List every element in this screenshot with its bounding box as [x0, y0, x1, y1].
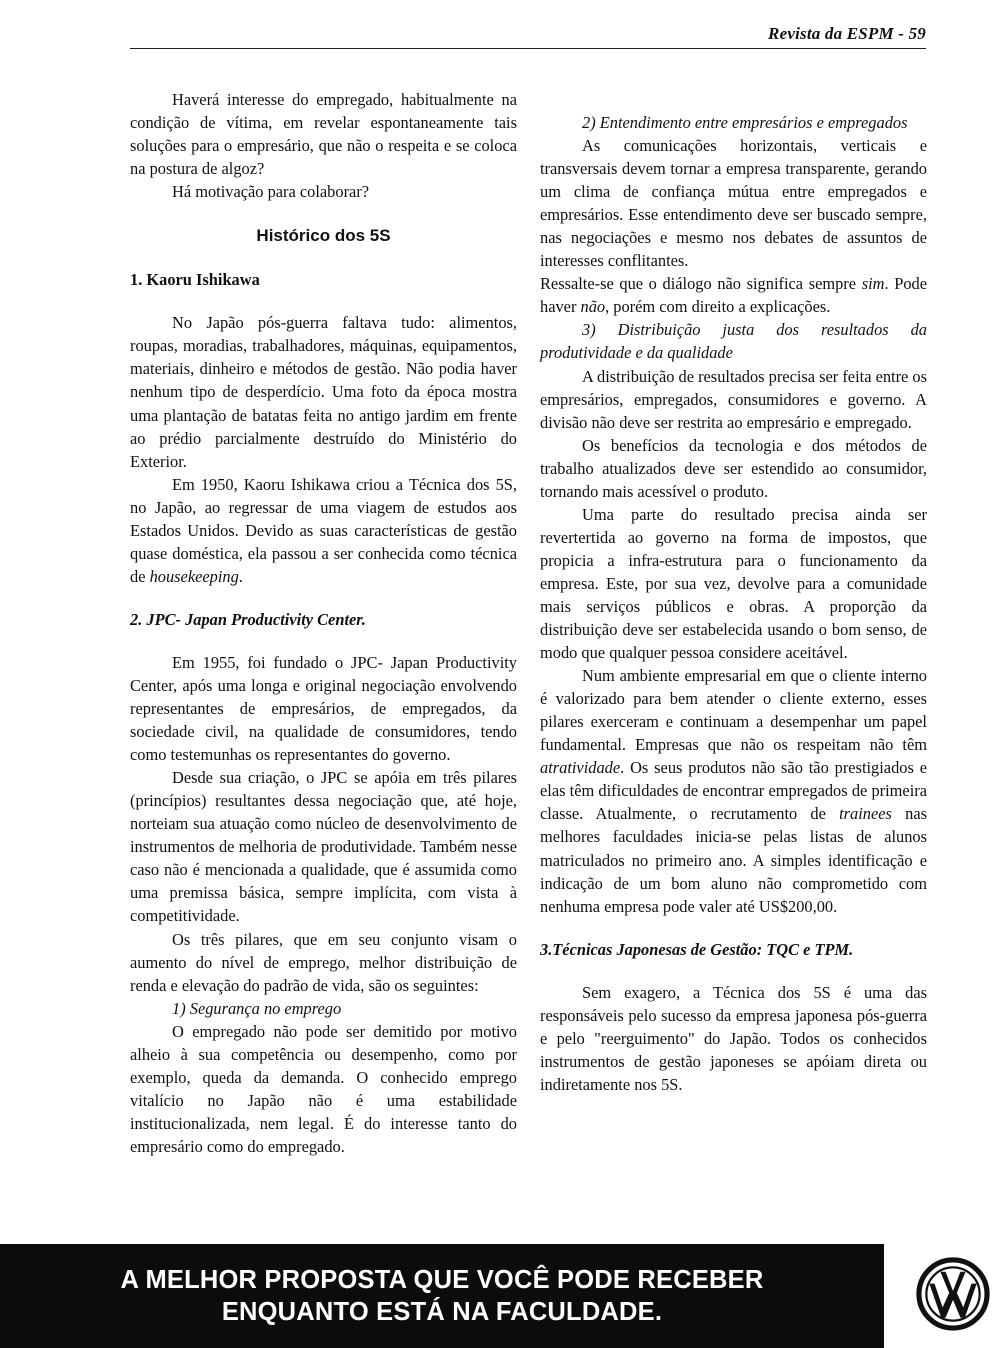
subsection-heading-tqc-tpm: 3.Técnicas Japonesas de Gestão: TQC e TPM. — [540, 939, 854, 959]
paragraph: Em 1955, foi fundado o JPC- Japan Productivity Center, após uma longa e original negociação envolvendo representantes de empresários, de empregados, da sociedade civil, na qualidade de consumidores, tendo como testemunhas os representantes do governo. — [130, 652, 517, 765]
ad-headline-line2: ENQUANTO ESTÁ NA FACULDADE. — [221, 1298, 663, 1326]
paragraph: Uma parte do resultado precisa ainda ser revertertida ao governo na forma de impostos, que propicia a infra-estrutura para o funcionamento da empresa. Este, por sua vez, devolve para a comunidade mais serviços públicos e obras. A proporção da distribuição deve ser estabelecida usando o bom senso, de modo que qualquer pessoa considere aceitável. — [540, 504, 927, 663]
paragraph: Sem exagero, a Técnica dos 5S é uma das responsáveis pelo sucesso da empresa japonesa pós-guerra e pelo "reerguimento" do Japão. Todos os conhecidos instrumentos de gestão japoneses se apóiam direta ou indiretamente nos 5S. — [540, 982, 927, 1094]
running-title: Revista da ESPM - 59 — [768, 24, 926, 43]
vw-logo-icon — [916, 1257, 990, 1331]
paragraph: Desde sua criação, o JPC se apóia em três pilares (princípios) resultantes dessa negociação que, até hoje, norteiam sua atuação como núcleo de desenvolvimento de instrumentos de melhoria de produtividade. Também nesse caso não é mencionada a qualidade, que é assumida como uma premissa básica, sempre implícita, com vista à competitividade. — [130, 768, 517, 926]
section-title: Histórico dos 5S — [256, 226, 391, 246]
paragraph: As comunicações horizontais, verticais e transversais devem tornar a empresa transparente, gerando um clima de confiança mútua entre empregados e empresários. Esse entendimento deve ser buscado sempre, nas negociações e mesmo nos debates de assuntos de interesses conflitantes. — [540, 136, 927, 271]
emphasis: não — [580, 297, 606, 317]
paragraph: Os benefícios da tecnologia e dos métodos de trabalho atualizados deve ser estendido ao consumidor, tornando mais acessível o produto. — [540, 435, 927, 501]
paragraph: Haverá interesse do empregado, habitualmente na condição de vítima, em revelar espontaneamente tais soluções para o empresário, que não o respeita e se coloca na postura de algoz? — [130, 90, 517, 179]
paragraph: A distribuição de resultados precisa ser feita entre os empresários, empregados, consumidores e governo. A divisão não deve ser restrita ao empresário e empregado. — [540, 366, 927, 432]
paragraph: No Japão pós-guerra faltava tudo: alimentos, roupas, moradias, trabalhadores, máquinas, equipamentos, materiais, dinheiro e métodos de gestão. Não podia haver nenhum tipo de desperdício. Uma foto da época mostra uma plantação de batatas feita no antigo jardim em frente ao prédio parcialmente destruído do Ministério do Exterior. — [130, 313, 517, 471]
subsection-heading-ishikawa: 1. Kaoru Ishikawa — [130, 270, 260, 290]
subsection-heading-jpc: 2. JPC- Japan Productivity Center. — [130, 609, 366, 629]
paragraph: Ressalte-se que o diálogo não significa sempre sim. Pode haver não, porém com direito a explicações. — [540, 274, 927, 317]
pillar-heading: 2) Entendimento entre empresários e empregados — [582, 113, 908, 132]
paragraph: Há motivação para colaborar? — [172, 182, 370, 202]
paragraph: Num ambiente empresarial em que o cliente interno é valorizado para bem atender o cliente externo, esses pilares exerceram e continuam a desempenhar um papel fundamental. Empresas que não os respeitam não têm atratividade. Os seus produtos não são tão prestigiados e elas têm dificuldades de encontrar empregados de primeira classe. Atualmente, o recrutamento de trainees nas melhores faculdades inicia-se pelas listas de alunos matriculados no primeiro ano. A simples identificação e indicação de um bom aluno não comprometido com nenhuma empresa pode valer até US$200,00. — [540, 666, 927, 916]
emphasis: trainees — [839, 804, 892, 824]
emphasis: atratividade — [540, 758, 621, 778]
paragraph: Em 1950, Kaoru Ishikawa criou a Técnica dos 5S, no Japão, ao regressar de uma viagem de estudos aos Estados Unidos. Devido as suas características de gestão quase doméstica, ela passou a ser conhecida como técnica de housekeeping. — [130, 474, 517, 586]
right-column — [540, 111, 927, 1096]
paragraph: O empregado não pode ser demitido por motivo alheio à sua competência ou desempenho, como por exemplo, queda da demanda. O conhecido emprego vitalício no Japão não é uma estabilidade institucionalizada, nem legal. É do interesse tanto do empresário como do empregado. — [130, 1021, 517, 1156]
ad-headline-line1: A MELHOR PROPOSTA QUE VOCÊ PODE RECEBER — [120, 1266, 764, 1294]
paragraph: Os três pilares, que em seu conjunto visam o aumento do nível de emprego, melhor distribuição de renda e elevação do padrão de vida, são os seguintes: — [130, 929, 517, 995]
pillar-heading: 1) Segurança no emprego — [172, 998, 342, 1018]
left-column — [130, 88, 517, 1158]
emphasis: sim — [861, 274, 885, 294]
advertisement-banner — [0, 1244, 884, 1348]
emphasis: housekeeping — [149, 566, 239, 586]
pillar-heading: 3) Distribuição justa dos resultados da produtividade e da qualidade — [540, 320, 927, 363]
page-header — [130, 22, 926, 49]
